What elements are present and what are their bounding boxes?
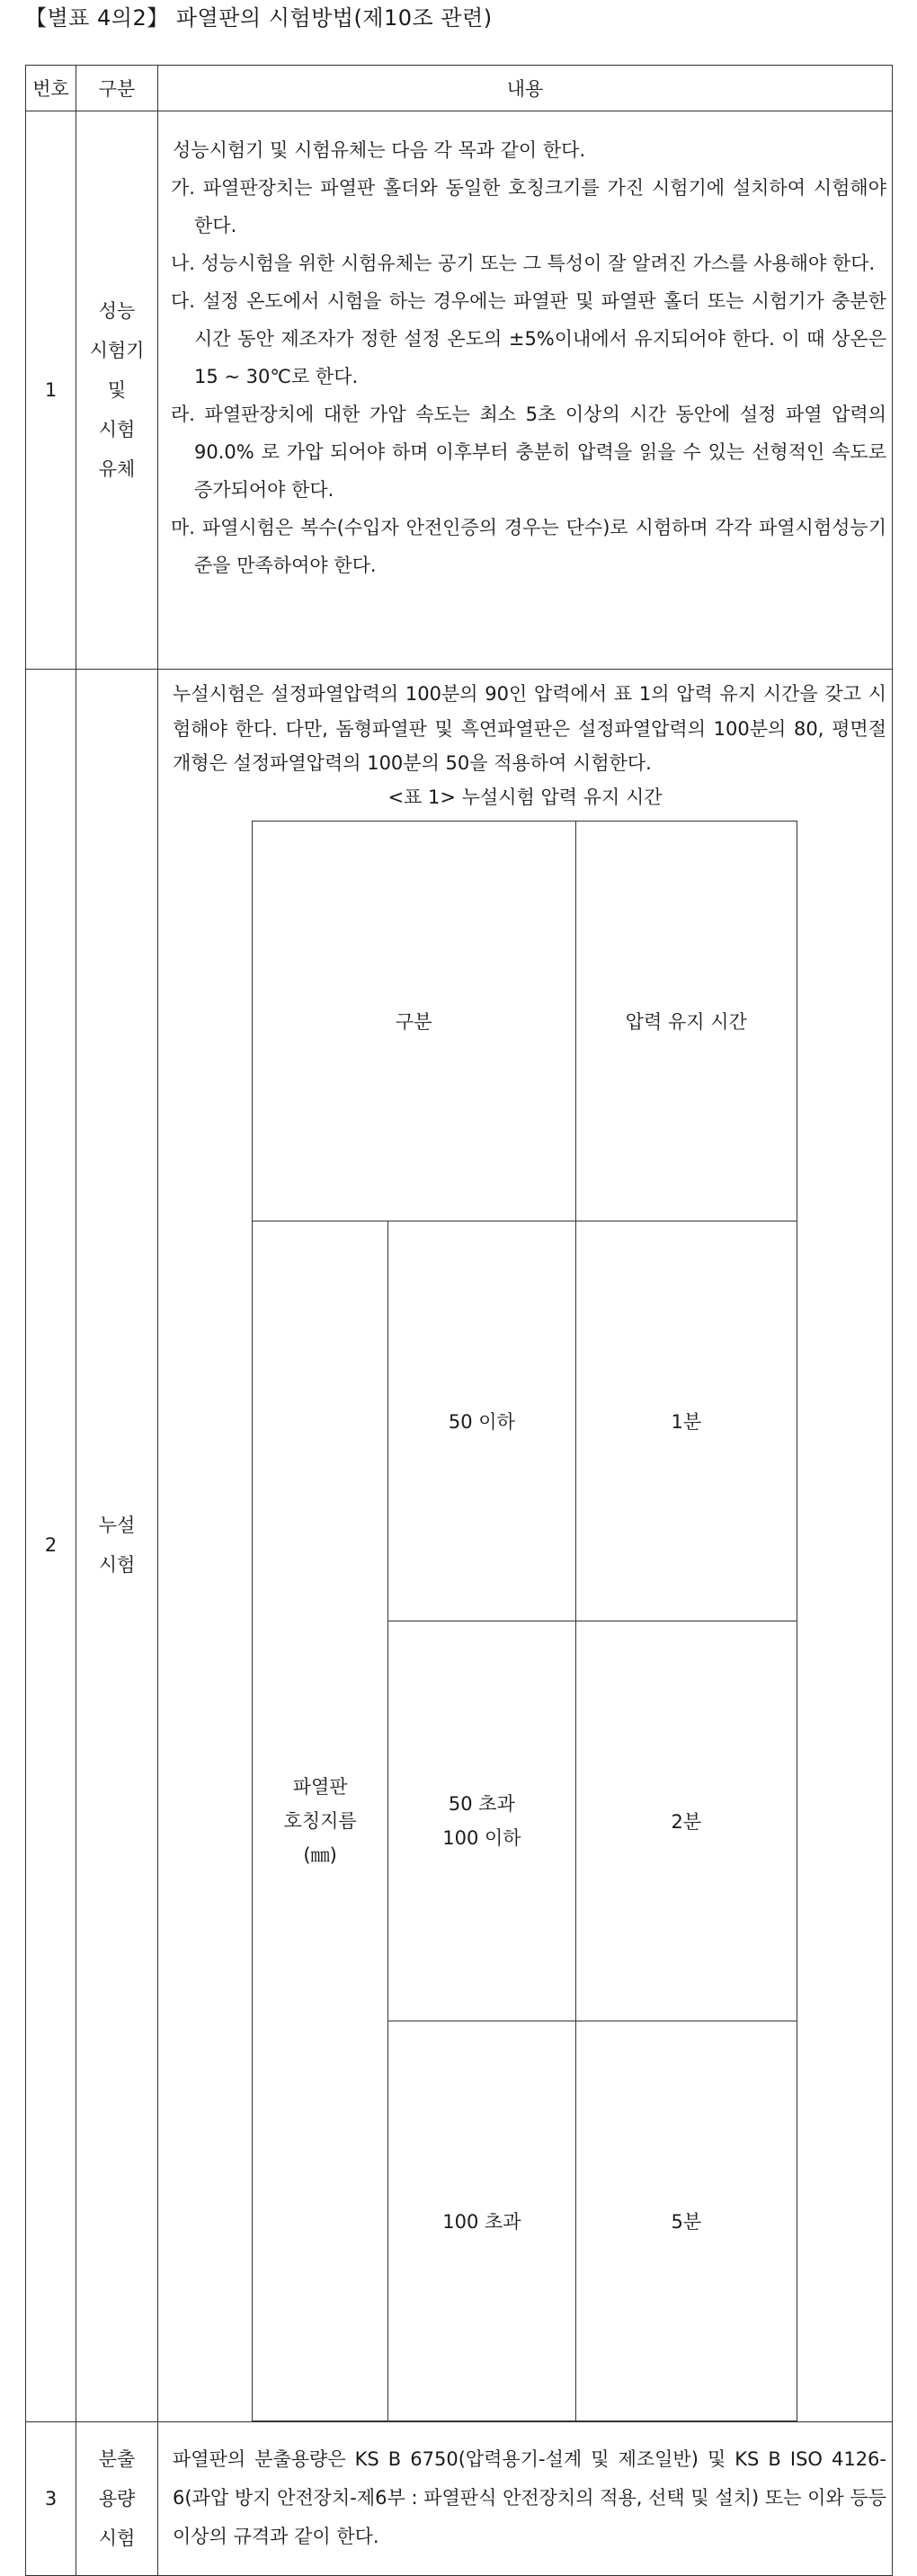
size-range (388, 1621, 575, 2021)
table-row (26, 111, 893, 670)
discharge-capacity-text: 파열판의 분출용량은 KS B 6750(압력용기-설계 및 제조일반) 및 KS B ISO 4126-6(과압 방지 안전장치-제6부 : 파열판식 안전장치의 적용, 선택 및 설치) 또는 이와 등등 이상의 규격과 같이 한다. (173, 2448, 886, 2547)
list-item: 가. 파열판장치는 파열판 홀더와 동일한 호칭크기를 가진 시험기에 설치하여 시험해야 한다. (171, 177, 886, 236)
holding-time-table (252, 821, 797, 2421)
category-line: 누설 (98, 1515, 136, 1537)
holding-time: 5분 (575, 2021, 797, 2421)
row-content (158, 2421, 893, 2575)
holding-time: 2분 (575, 1621, 797, 2021)
category-line: 시험 (98, 419, 136, 440)
leak-test-text: 누설시험은 설정파열압력의 100분의 90인 압력에서 표 1의 압력 유지 시간을 갖고 시험해야 한다. 다만, 돔형파열판 및 흑연파열판은 설정파열압력의 100분의 80, 평면절개형은 설정파열압력의 100분의 50을 적용하여 시험한다. (173, 683, 886, 774)
group-label-line: (㎜) (303, 1843, 337, 1866)
document-title: 【별표 4의2】 파열판의 시험방법(제10조 관련) (25, 5, 493, 31)
list-item: 마. 파열시험은 복수(수입자 안전인증의 경우는 단수)로 시험하며 각각 파열시험성능기준을 만족하여야 한다. (171, 517, 886, 576)
test-method-table (25, 65, 893, 2576)
size-range-line: 50 초과 (448, 1792, 515, 1815)
category-line: 시험 (98, 1554, 136, 1577)
group-label (253, 1221, 388, 2421)
row-number: 3 (26, 2421, 76, 2575)
intro-text: 성능시험기 및 시험유체는 다음 각 목과 같이 한다. (173, 139, 586, 161)
category-line: 성능 (98, 300, 136, 322)
row-category (76, 670, 158, 2422)
row-category (76, 111, 158, 670)
table-header-row (26, 66, 893, 111)
sub-header-category: 구분 (253, 821, 576, 1221)
size-range: 100 초과 (388, 2021, 575, 2421)
row-content (158, 670, 893, 2422)
group-label-line: 호칭지름 (283, 1809, 357, 1832)
row-number: 2 (26, 670, 76, 2422)
row-category (76, 2421, 158, 2575)
category-line: 시험기 (89, 340, 145, 361)
header-number: 번호 (26, 66, 76, 111)
row-content (158, 111, 893, 670)
category-line: 유체 (98, 458, 136, 480)
list-item: 라. 파열판장치에 대한 가압 속도는 최소 5초 이상의 시간 동안에 설정 파열 압력의 90.0% 로 가압 되어야 하며 이후부터 충분히 압력을 읽을 수 있는 선형적인 속도로 증가되어야 한다. (171, 404, 886, 501)
sub-table-row (253, 1221, 797, 1621)
sub-table-header (253, 821, 797, 1221)
header-category: 구분 (76, 66, 158, 111)
size-range-line: 100 이하 (442, 1826, 521, 1849)
sub-header-time: 압력 유지 시간 (575, 821, 797, 1221)
holding-time: 1분 (575, 1221, 797, 1621)
row-number: 1 (26, 111, 76, 670)
list-item: 나. 성능시험을 위한 시험유체는 공기 또는 그 특성이 잘 알려진 가스를 사용해야 한다. (171, 253, 876, 274)
category-line: 시험 (98, 2527, 136, 2549)
category-line: 분출 (98, 2447, 136, 2470)
table-row (26, 670, 893, 2422)
group-label-line: 파열판 (292, 1775, 348, 1798)
size-range: 50 이하 (388, 1221, 575, 1621)
category-line: 및 (107, 379, 127, 401)
category-line: 용량 (98, 2487, 136, 2509)
header-content: 내용 (158, 66, 893, 111)
table-row (26, 2421, 893, 2575)
list-item: 다. 설정 온도에서 시험을 하는 경우에는 파열판 및 파열판 홀더 또는 시험기가 충분한 시간 동안 제조자가 정한 설정 온도의 ±5%이내에서 유지되어야 한다. 이 때 상온은 15 ~ 30℃로 한다. (171, 290, 886, 387)
table-caption: <표 1> 누설시험 압력 유지 시간 (387, 786, 663, 808)
